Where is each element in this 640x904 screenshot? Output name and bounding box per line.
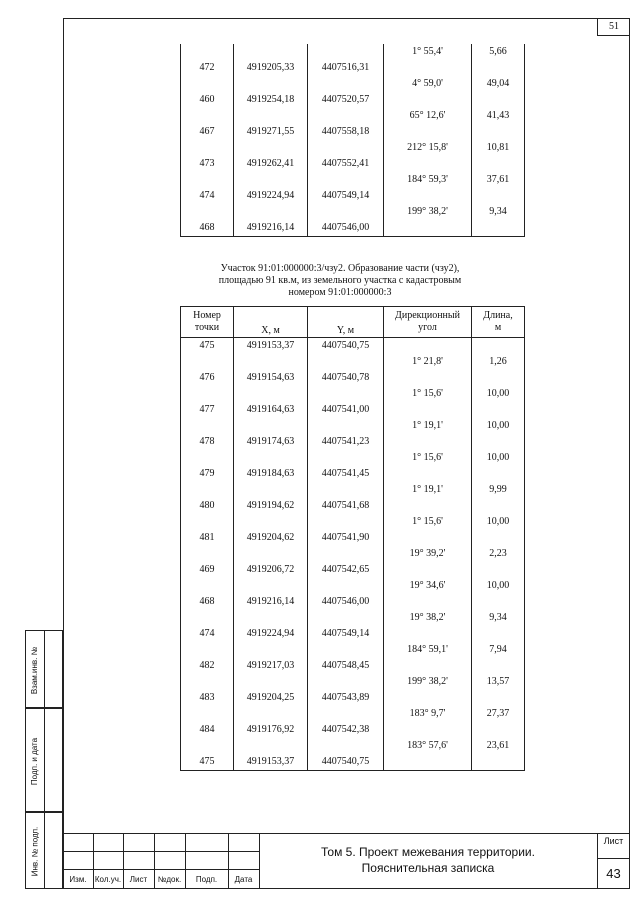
table-row: [181, 610, 525, 626]
document-title: Том 5. Проект межевания территории. Пояснительная записка: [321, 845, 535, 875]
table-row: [181, 76, 525, 92]
cell-length: 10,00: [472, 578, 525, 594]
table-row: [181, 498, 525, 514]
cell-y: 4407540,75: [308, 338, 384, 355]
cell-y: [308, 482, 384, 498]
cell-x: 4919224,94: [234, 188, 308, 204]
cell-angle: 1° 15,6': [384, 386, 472, 402]
table-row: [181, 140, 525, 156]
cell-point: 460: [181, 92, 234, 108]
cell-point: [181, 172, 234, 188]
table-row: [181, 402, 525, 418]
cell-length: [472, 754, 525, 771]
table-row: [181, 354, 525, 370]
table-row: [181, 546, 525, 562]
cell-x: 4919153,37: [234, 754, 308, 771]
cell-length: 9,99: [472, 482, 525, 498]
cell-length: 7,94: [472, 642, 525, 658]
header-point: Номер точки: [181, 307, 234, 338]
cell-x: [234, 482, 308, 498]
cell-angle: 199° 38,2': [384, 674, 472, 690]
sheet-label: Лист: [603, 836, 624, 846]
cell-length: [472, 562, 525, 578]
cell-y: 4407549,14: [308, 188, 384, 204]
cell-x: 4919174,63: [234, 434, 308, 450]
cell-length: [472, 690, 525, 706]
cell-length: 10,81: [472, 140, 525, 156]
table-row: [181, 204, 525, 220]
cell-y: [308, 642, 384, 658]
table-row: [181, 658, 525, 674]
cell-length: 5,66: [472, 44, 525, 60]
cell-y: [308, 546, 384, 562]
cell-angle: 1° 21,8': [384, 354, 472, 370]
cell-angle: [384, 690, 472, 706]
cell-angle: 183° 9,7': [384, 706, 472, 722]
cell-angle: [384, 498, 472, 514]
table-row: [181, 626, 525, 642]
cell-x: [234, 204, 308, 220]
cell-y: 4407541,90: [308, 530, 384, 546]
cell-y: 4407541,00: [308, 402, 384, 418]
cell-length: 27,37: [472, 706, 525, 722]
table-row: [181, 578, 525, 594]
cell-length: [472, 188, 525, 204]
cell-point: [181, 44, 234, 60]
table-row: [181, 92, 525, 108]
cell-point: 477: [181, 402, 234, 418]
table-row: [181, 108, 525, 124]
cell-x: 4919164,63: [234, 402, 308, 418]
header-x: X, м: [234, 307, 308, 338]
sheet-number: 43: [606, 866, 621, 881]
cell-length: [472, 498, 525, 514]
cell-angle: [384, 338, 472, 355]
cell-point: [181, 418, 234, 434]
cell-y: 4407552,41: [308, 156, 384, 172]
cell-x: 4919224,94: [234, 626, 308, 642]
cell-angle: [384, 658, 472, 674]
cell-y: 4407516,31: [308, 60, 384, 76]
cell-length: [472, 124, 525, 140]
cell-point: 468: [181, 594, 234, 610]
main-coordinates-table: [180, 306, 525, 771]
cell-angle: [384, 402, 472, 418]
table-row: [181, 156, 525, 172]
cell-x: [234, 674, 308, 690]
header-y: Y, м: [308, 307, 384, 338]
cell-length: [472, 434, 525, 450]
table-row: [181, 738, 525, 754]
cell-y: [308, 674, 384, 690]
cell-x: [234, 578, 308, 594]
cell-point: [181, 578, 234, 594]
cell-y: 4407541,45: [308, 466, 384, 482]
side-label-sign-date: Подп. и дата: [30, 737, 40, 785]
cell-point: 483: [181, 690, 234, 706]
cell-point: [181, 354, 234, 370]
side-stamp-sign-date: [25, 708, 63, 812]
cell-y: 4407546,00: [308, 594, 384, 610]
cell-x: 4919176,92: [234, 722, 308, 738]
cell-point: 474: [181, 188, 234, 204]
cell-y: [308, 418, 384, 434]
cell-y: 4407540,75: [308, 754, 384, 771]
cell-length: [472, 658, 525, 674]
cell-y: [308, 108, 384, 124]
caption-line-3: номером 91:01:000000:3: [288, 287, 392, 298]
cell-length: [472, 338, 525, 355]
cell-point: [181, 610, 234, 626]
cell-point: 467: [181, 124, 234, 140]
cell-length: 10,00: [472, 514, 525, 530]
cell-y: 4407546,00: [308, 220, 384, 237]
table-row: [181, 220, 525, 237]
cell-point: 475: [181, 754, 234, 771]
cell-y: 4407548,45: [308, 658, 384, 674]
col-label-kol-uch: Кол.уч.: [94, 875, 122, 884]
cell-angle: [384, 530, 472, 546]
cell-length: [472, 60, 525, 76]
cell-angle: 1° 55,4': [384, 44, 472, 60]
cell-angle: 1° 19,1': [384, 418, 472, 434]
cell-y: [308, 610, 384, 626]
table-row: [181, 172, 525, 188]
cell-y: [308, 514, 384, 530]
cell-length: 2,23: [472, 546, 525, 562]
cell-point: [181, 674, 234, 690]
cell-y: 4407520,57: [308, 92, 384, 108]
cell-angle: [384, 124, 472, 140]
cell-x: [234, 738, 308, 754]
cell-point: [181, 482, 234, 498]
cell-length: 37,61: [472, 172, 525, 188]
table-row: [181, 386, 525, 402]
header-angle: Дирекционный угол: [384, 307, 472, 338]
col-label-izm: Изм.: [69, 875, 87, 884]
cell-angle: 199° 38,2': [384, 204, 472, 220]
cell-length: [472, 156, 525, 172]
cell-point: [181, 450, 234, 466]
cell-x: [234, 514, 308, 530]
table-row: [181, 722, 525, 738]
table-row: [181, 338, 525, 355]
cell-length: 10,00: [472, 418, 525, 434]
table-row: [181, 418, 525, 434]
table-row: [181, 124, 525, 140]
cell-x: 4919204,25: [234, 690, 308, 706]
col-label-ndok: №док.: [157, 875, 182, 884]
cell-length: [472, 92, 525, 108]
cell-length: 10,00: [472, 386, 525, 402]
cell-angle: [384, 370, 472, 386]
cell-y: [308, 738, 384, 754]
table-row: [181, 370, 525, 386]
table-row: [181, 674, 525, 690]
cell-point: [181, 706, 234, 722]
cell-y: 4407541,68: [308, 498, 384, 514]
cell-x: 4919271,55: [234, 124, 308, 140]
cell-point: 472: [181, 60, 234, 76]
cell-x: 4919217,03: [234, 658, 308, 674]
table-row: [181, 562, 525, 578]
cell-y: 4407558,18: [308, 124, 384, 140]
table-row: [181, 60, 525, 76]
cell-y: [308, 706, 384, 722]
table-row: [181, 514, 525, 530]
side-stamp-inv-orig: [25, 812, 63, 889]
cell-angle: [384, 220, 472, 237]
header-length: Длина, м: [472, 307, 525, 338]
cell-length: 23,61: [472, 738, 525, 754]
cell-angle: [384, 466, 472, 482]
cell-point: 476: [181, 370, 234, 386]
cell-y: [308, 140, 384, 156]
table-row: [181, 466, 525, 482]
col-label-list: Лист: [129, 875, 148, 884]
cell-angle: [384, 434, 472, 450]
cell-x: [234, 108, 308, 124]
cell-x: 4919254,18: [234, 92, 308, 108]
cell-point: [181, 546, 234, 562]
cell-y: [308, 450, 384, 466]
cell-x: 4919153,37: [234, 338, 308, 355]
cell-length: [472, 220, 525, 237]
cell-x: [234, 172, 308, 188]
table-row: [181, 530, 525, 546]
cell-point: 484: [181, 722, 234, 738]
cell-angle: [384, 92, 472, 108]
cell-angle: 184° 59,3': [384, 172, 472, 188]
page-number: 51: [597, 18, 630, 36]
cell-point: [181, 76, 234, 92]
cell-length: 41,43: [472, 108, 525, 124]
cell-angle: 65° 12,6': [384, 108, 472, 124]
cell-x: [234, 642, 308, 658]
cell-x: 4919184,63: [234, 466, 308, 482]
side-label-inv-repl: Взам.инв. №: [30, 646, 40, 694]
cell-x: [234, 44, 308, 60]
cell-angle: [384, 626, 472, 642]
cell-angle: [384, 156, 472, 172]
side-label-inv-orig: Инв. № подп.: [30, 826, 40, 877]
cell-length: [472, 594, 525, 610]
col-label-podp: Подп.: [195, 875, 218, 884]
cell-point: 481: [181, 530, 234, 546]
cell-x: [234, 76, 308, 92]
cell-point: [181, 140, 234, 156]
cell-angle: 184° 59,1': [384, 642, 472, 658]
col-label-data: Дата: [234, 875, 253, 884]
cell-y: 4407542,65: [308, 562, 384, 578]
cell-x: [234, 418, 308, 434]
cell-y: [308, 354, 384, 370]
side-stamp-inv-repl: [25, 630, 63, 708]
cell-x: [234, 450, 308, 466]
cell-angle: [384, 60, 472, 76]
cell-x: [234, 386, 308, 402]
cell-point: [181, 386, 234, 402]
cell-point: 482: [181, 658, 234, 674]
table-row: [181, 594, 525, 610]
cell-angle: 4° 59,0': [384, 76, 472, 92]
table-row: [181, 754, 525, 771]
cell-angle: 183° 57,6': [384, 738, 472, 754]
cell-angle: 1° 19,1': [384, 482, 472, 498]
cell-y: 4407543,89: [308, 690, 384, 706]
cell-angle: [384, 594, 472, 610]
cell-length: 1,26: [472, 354, 525, 370]
cell-point: 474: [181, 626, 234, 642]
cell-y: [308, 386, 384, 402]
cell-x: 4919216,14: [234, 594, 308, 610]
table-row: [181, 706, 525, 722]
cell-x: 4919204,62: [234, 530, 308, 546]
cell-angle: 19° 34,6': [384, 578, 472, 594]
caption-line-1: Участок 91:01:000000:3/чзу2. Образование части (чзу2),: [220, 263, 460, 274]
cell-y: [308, 76, 384, 92]
caption-line-2: площадью 91 кв.м, из земельного участка с кадастровым: [218, 275, 462, 286]
top-coordinates-table: [180, 44, 525, 237]
cell-length: [472, 626, 525, 642]
cell-point: 478: [181, 434, 234, 450]
cell-y: [308, 44, 384, 60]
cell-x: [234, 140, 308, 156]
cell-point: [181, 108, 234, 124]
plot-caption: [160, 263, 520, 299]
table-row: [181, 642, 525, 658]
table-header-row: [181, 307, 525, 338]
cell-angle: 212° 15,8': [384, 140, 472, 156]
cell-y: 4407540,78: [308, 370, 384, 386]
cell-point: 475: [181, 338, 234, 355]
cell-y: [308, 578, 384, 594]
cell-point: 473: [181, 156, 234, 172]
table-row: [181, 690, 525, 706]
cell-angle: [384, 722, 472, 738]
cell-length: 10,00: [472, 450, 525, 466]
cell-x: 4919194,62: [234, 498, 308, 514]
cell-x: 4919216,14: [234, 220, 308, 237]
cell-angle: 1° 15,6': [384, 450, 472, 466]
cell-point: 479: [181, 466, 234, 482]
cell-x: 4919205,33: [234, 60, 308, 76]
cell-point: 469: [181, 562, 234, 578]
cell-point: [181, 738, 234, 754]
cell-length: [472, 530, 525, 546]
cell-angle: [384, 562, 472, 578]
cell-angle: 19° 39,2': [384, 546, 472, 562]
cell-length: 13,57: [472, 674, 525, 690]
cell-point: [181, 204, 234, 220]
cell-length: [472, 466, 525, 482]
cell-y: 4407549,14: [308, 626, 384, 642]
cell-x: 4919262,41: [234, 156, 308, 172]
cell-point: 468: [181, 220, 234, 237]
cell-x: [234, 354, 308, 370]
table-row: [181, 44, 525, 60]
cell-y: 4407542,38: [308, 722, 384, 738]
cell-length: 9,34: [472, 610, 525, 626]
cell-y: [308, 204, 384, 220]
title-block: [63, 833, 630, 889]
cell-x: [234, 706, 308, 722]
cell-length: 49,04: [472, 76, 525, 92]
cell-y: [308, 172, 384, 188]
cell-length: [472, 402, 525, 418]
cell-x: 4919206,72: [234, 562, 308, 578]
table-row: [181, 450, 525, 466]
cell-angle: 1° 15,6': [384, 514, 472, 530]
cell-angle: [384, 754, 472, 771]
cell-x: [234, 546, 308, 562]
cell-angle: 19° 38,2': [384, 610, 472, 626]
cell-length: [472, 722, 525, 738]
table-row: [181, 188, 525, 204]
cell-angle: [384, 188, 472, 204]
table-row: [181, 434, 525, 450]
table-row: [181, 482, 525, 498]
cell-length: [472, 370, 525, 386]
cell-length: 9,34: [472, 204, 525, 220]
cell-x: 4919154,63: [234, 370, 308, 386]
cell-y: 4407541,23: [308, 434, 384, 450]
cell-x: [234, 610, 308, 626]
cell-point: [181, 514, 234, 530]
cell-point: [181, 642, 234, 658]
cell-point: 480: [181, 498, 234, 514]
